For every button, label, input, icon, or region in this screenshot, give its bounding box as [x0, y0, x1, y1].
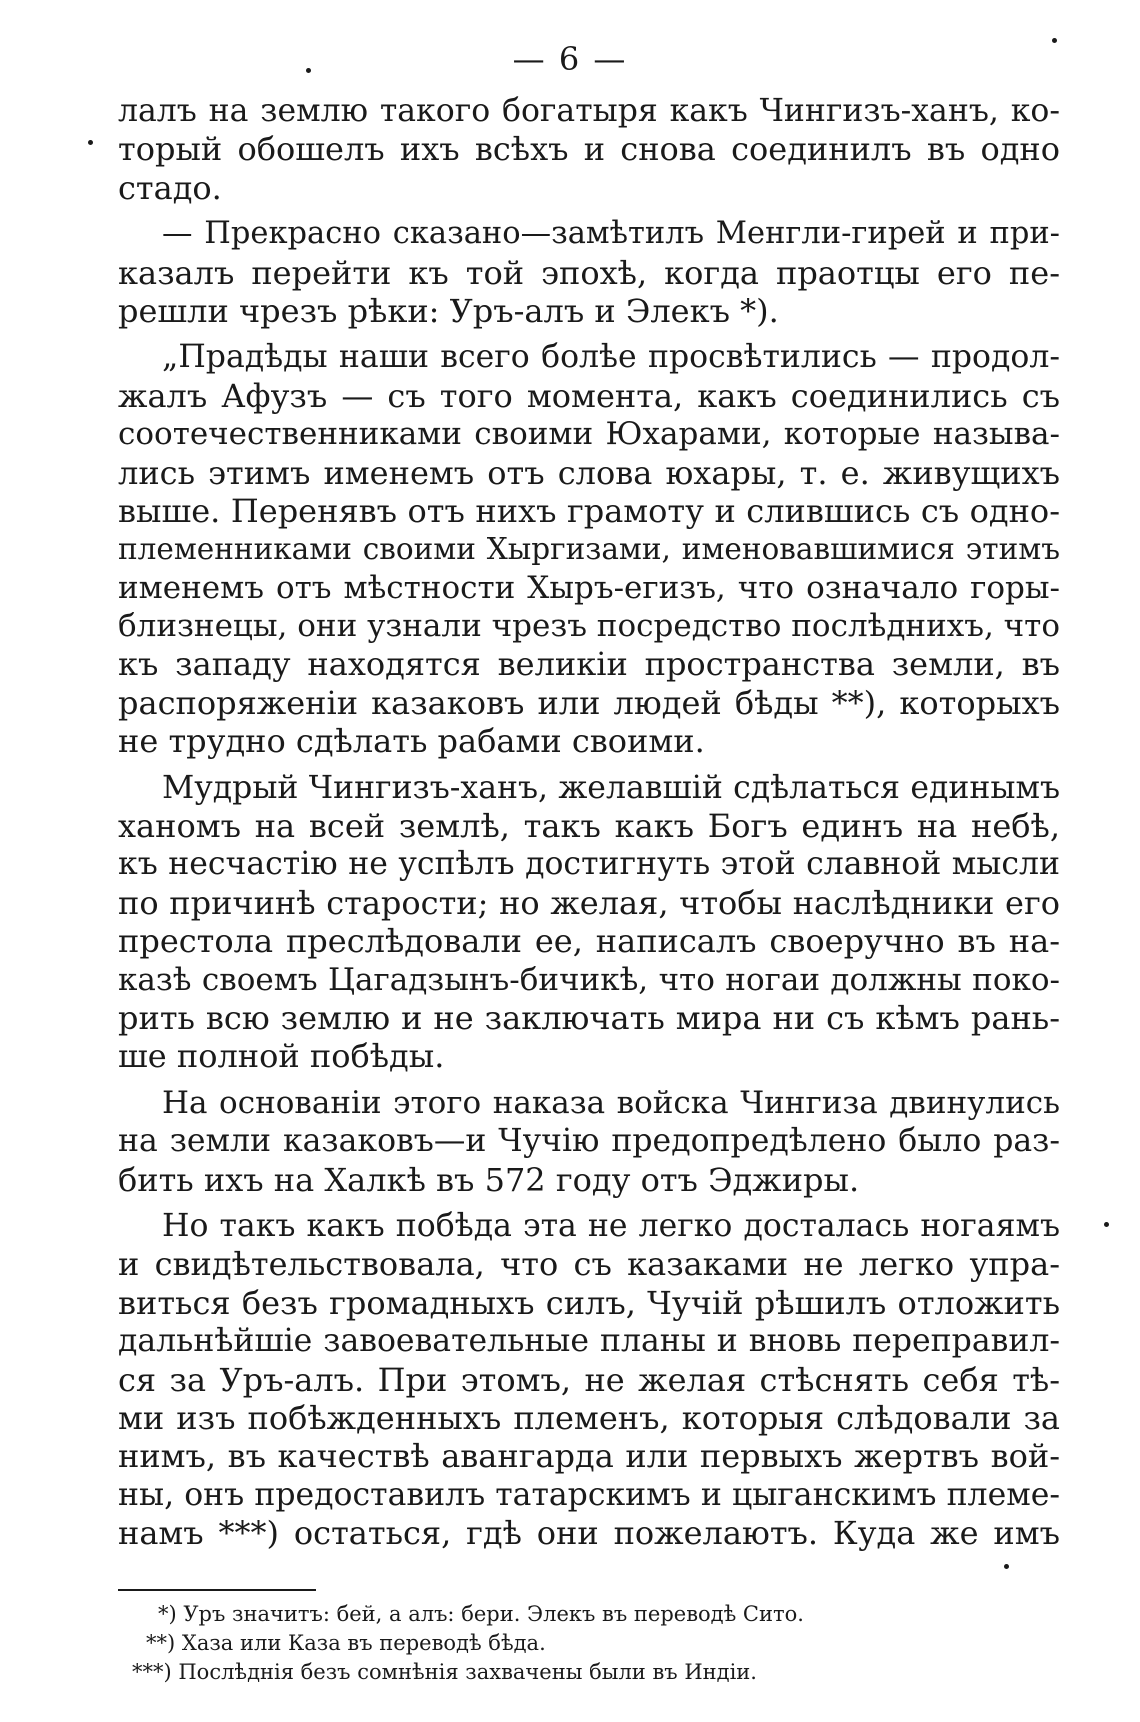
page-number: — 6 —	[512, 40, 628, 78]
text-line: именемъ отъ мѣстности Хыръ-егизъ, что означало горы-	[118, 569, 1060, 606]
text-line: ханомъ на всей землѣ, такъ какъ Богъ единъ на небѣ,	[118, 807, 1060, 846]
text-line: престола преслѣдовали ее, написалъ своеручно въ на-	[118, 922, 1060, 961]
footnote: *) Уръ значитъ: бей, а алъ: бери. Элекъ въ переводѣ Сито.	[158, 1602, 804, 1626]
text-line: дальнѣйшiе завоевательные планы и вновь переправил-	[118, 1323, 1060, 1360]
text-line: къ западу находятся великiи пространства земли, въ	[118, 645, 1060, 684]
text-line: и свидѣтельствовала, что съ казаками не легко упра-	[118, 1245, 1060, 1284]
text-line: казалъ перейти къ той эпохѣ, когда праотцы его пе-	[118, 253, 1060, 292]
text-line: ми изъ побѣжденныхъ племенъ, которыя слѣдовали за	[118, 1398, 1060, 1437]
text-line: „Прадѣды наши всего болѣе просвѣтились — продол-	[162, 339, 1060, 376]
footnote-divider	[118, 1589, 316, 1591]
print-speck	[88, 140, 93, 145]
text-line: ся за Уръ-алъ. При этомъ, не желая стѣснять себя тѣ-	[118, 1360, 1060, 1399]
text-line: виться безъ громадныхъ силъ, Чучiй рѣшилъ отложить	[118, 1283, 1060, 1322]
text-line: по причинѣ старости; но желая, чтобы наслѣдники его	[118, 883, 1060, 922]
print-speck	[1052, 38, 1057, 43]
text-line: стадо.	[118, 168, 222, 207]
text-line: ны, онъ предоставилъ татарскимъ и цыганскимъ племе-	[118, 1476, 1060, 1513]
text-line: Но такъ какъ побѣда эта не легко досталась ногаямъ	[162, 1207, 1060, 1244]
text-line: не трудно сдѣлать рабами своими.	[118, 722, 705, 761]
text-line: ше полной побѣды.	[118, 1037, 445, 1076]
text-line: выше. Перенявъ отъ нихъ грамоту и слившись съ одно-	[118, 491, 1060, 530]
text-line: лалъ на землю такого богатыря какъ Чингизъ-ханъ, ко-	[118, 93, 1060, 129]
text-line: лись этимъ именемъ отъ слова юхары, т. е. живущихъ	[118, 453, 1060, 492]
text-line: На основанiи этого наказа войска Чингиза двинулись	[162, 1084, 1060, 1121]
text-line: рить всю землю и не заключать мира ни съ кѣмъ рань-	[118, 998, 1060, 1037]
body-text	[118, 92, 1060, 1552]
text-line: племенниками своими Хыргизами, именовавшимися этимъ	[118, 532, 1060, 567]
text-line: жалъ Афузъ — съ того момента, какъ соединились съ	[118, 376, 1060, 415]
print-speck	[306, 68, 311, 73]
text-line: — Прекрасно сказано—замѣтилъ Менгли-гирей и при-	[162, 216, 1060, 252]
text-line: на земли казаковъ—и Чучiю предопредѣлено было раз-	[118, 1123, 1060, 1160]
text-line: намъ ***) остаться, гдѣ они пожелаютъ. Куда же имъ	[118, 1514, 1060, 1553]
text-line: къ несчастiю не успѣлъ достигнуть этой славной мысли	[118, 846, 1060, 883]
text-line: Мудрый Чингизъ-ханъ, желавшiй сдѣлаться единымъ	[162, 769, 1060, 806]
text-line: близнецы, они узнали чрезъ посредство послѣднихъ, что	[118, 608, 1060, 645]
text-line: казѣ своемъ Цагадзынъ-бичикѣ, что ногаи должны поко-	[118, 961, 1060, 998]
footnotes	[118, 1600, 1060, 1687]
text-line: нимъ, въ качествѣ авангарда или первыхъ жертвъ вой-	[118, 1437, 1060, 1476]
print-speck	[1104, 1222, 1109, 1227]
text-line: торый обошелъ ихъ всѣхъ и снова соединилъ въ одно	[118, 130, 1060, 169]
footnote: **) Хаза или Каза въ переводѣ бѣда.	[146, 1631, 546, 1655]
footnote: ***) Послѣднiя безъ сомнѣнiя захвачены были въ Индiи.	[132, 1660, 757, 1684]
text-line: решли чрезъ рѣки: Уръ-алъ и Элекъ *).	[118, 291, 779, 330]
text-line: бить ихъ на Халкѣ въ 572 году отъ Эджиры.	[118, 1160, 860, 1199]
print-speck	[1004, 1564, 1009, 1569]
text-line: соотечественниками своими Юхарами, которые называ-	[118, 416, 1060, 453]
text-line: распоряженiи казаковъ или людей бѣды **), которыхъ	[118, 683, 1060, 722]
